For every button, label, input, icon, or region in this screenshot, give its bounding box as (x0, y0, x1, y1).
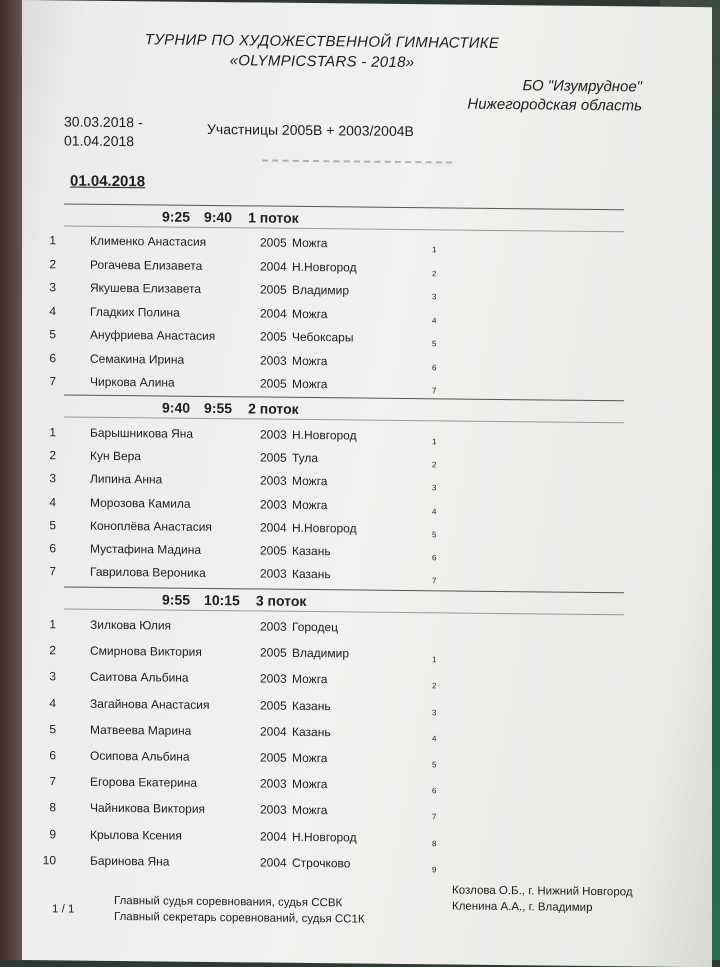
athlete-row (22, 304, 712, 329)
athlete-order-mark: 3 (432, 707, 437, 717)
athlete-city: Можга (292, 376, 328, 392)
athlete-city: Можга (292, 803, 328, 818)
athlete-row (22, 351, 712, 376)
athlete-name: Морозова Камила (90, 495, 191, 511)
athlete-row (22, 696, 712, 721)
athlete-number: 6 (49, 748, 56, 763)
athlete-number: 2 (49, 643, 56, 658)
athlete-birth-year: 2005 (260, 282, 287, 297)
title-line-2: «OLYMPICSTARS - 2018» (229, 52, 415, 72)
athlete-row (22, 425, 712, 450)
athlete-city: Чебоксары (292, 329, 354, 345)
athlete-order-mark: 7 (432, 576, 437, 586)
athlete-birth-year: 2004 (260, 855, 287, 870)
athlete-name: Рогачева Елизавета (90, 257, 203, 273)
athlete-number: 7 (49, 564, 56, 579)
athlete-row (22, 327, 712, 352)
athlete-order-mark: 5 (432, 760, 437, 770)
athlete-city: Казань (292, 698, 331, 713)
chief-judge-name: Козлова О.Б., г. Нижний Новгород (452, 884, 633, 899)
athlete-row (22, 257, 712, 282)
athlete-name: Семакина Ирина (90, 351, 185, 367)
athlete-row (22, 669, 712, 694)
athlete-birth-year: 2003 (260, 619, 287, 634)
athlete-row (22, 564, 712, 589)
athlete-city: Можга (292, 777, 328, 792)
athlete-name: Кун Вера (90, 448, 141, 464)
athlete-order-mark: 7 (432, 386, 437, 396)
athlete-birth-year: 2005 (260, 376, 287, 391)
athlete-city: Можга (292, 672, 328, 687)
athlete-number: 4 (49, 494, 56, 509)
athlete-city: Городец (292, 619, 339, 635)
athlete-order-mark: 6 (432, 553, 437, 563)
organizer-line-2: Нижегородская область (467, 95, 642, 115)
athlete-city: Можга (292, 306, 328, 321)
dates-line-1: 30.03.2018 - (64, 113, 143, 131)
flow-underline (64, 608, 624, 615)
page-number: 1 / 1 (52, 903, 75, 916)
athlete-number: 3 (49, 471, 56, 486)
athlete-row (22, 448, 712, 473)
flow-start-time: 9:25 (162, 208, 191, 225)
athlete-city: Владимир (292, 282, 350, 298)
athlete-birth-year: 2003 (260, 566, 287, 581)
crossed-out-text (262, 160, 452, 167)
athlete-name: Липина Анна (90, 472, 163, 487)
flow-start-time: 9:40 (162, 399, 191, 416)
title-line-1: ТУРНИР ПО ХУДОЖЕСТВЕННОЙ ГИМНАСТИКЕ (144, 31, 500, 52)
paper-sheet (22, 0, 712, 967)
athlete-row (22, 617, 712, 642)
athlete-birth-year: 2005 (260, 235, 287, 250)
athlete-order-mark: 1 (432, 245, 437, 255)
athlete-number: 7 (49, 774, 56, 789)
athlete-name: Осипова Альбина (90, 748, 190, 764)
athlete-birth-year: 2003 (260, 776, 287, 791)
athlete-row (22, 800, 712, 825)
athlete-city: Казань (292, 543, 331, 559)
athlete-row (22, 280, 712, 305)
flow-underline (64, 416, 624, 423)
athlete-number: 1 (49, 617, 56, 632)
athlete-number: 6 (49, 541, 56, 556)
athlete-order-mark: 5 (432, 339, 437, 349)
flow-end-time: 9:40 (204, 208, 233, 226)
athlete-birth-year: 2004 (260, 829, 287, 844)
athlete-birth-year: 2003 (260, 497, 287, 512)
participants-category: Участницы 2005В + 2003/2004В (207, 120, 414, 140)
flow-end-time: 9:55 (204, 399, 233, 417)
athlete-birth-year: 2005 (260, 543, 287, 558)
document (22, 0, 712, 967)
athlete-birth-year: 2005 (260, 750, 287, 765)
athlete-birth-year: 2004 (260, 305, 287, 321)
competition-day: 01.04.2018 (70, 172, 146, 191)
flow-label: 1 поток (248, 209, 299, 226)
athlete-birth-year: 2004 (260, 724, 287, 739)
athlete-number: 3 (49, 280, 56, 295)
athlete-city: Н.Новгород (292, 520, 357, 536)
athlete-name: Клименко Анастасия (90, 233, 207, 249)
athlete-name: Баринова Яна (90, 853, 170, 869)
athlete-row (22, 471, 712, 496)
athlete-number: 4 (49, 695, 56, 710)
dates-line-2: 01.04.2018 (64, 132, 135, 150)
athlete-order-mark: 3 (432, 292, 437, 302)
flow-end-time: 10:15 (204, 591, 240, 609)
athlete-order-mark: 6 (432, 362, 437, 372)
athlete-birth-year: 2005 (260, 645, 287, 660)
athlete-birth-year: 2003 (260, 802, 287, 818)
chief-secretary-name: Кленина А.А., г. Владимир (452, 900, 593, 914)
athlete-order-mark: 7 (432, 812, 437, 822)
athlete-city: Владимир (292, 646, 350, 661)
athlete-row (22, 722, 712, 747)
athlete-name: Смирнова Виктория (90, 643, 202, 660)
athlete-name: Матвеева Марина (90, 722, 192, 738)
flow-header (162, 399, 299, 416)
athlete-order-mark: 1 (432, 655, 437, 665)
athlete-name: Барышникова Яна (90, 425, 194, 441)
athlete-city: Можга (292, 474, 328, 489)
athlete-city: Казань (292, 567, 331, 582)
athlete-name: Гаврилова Вероника (90, 564, 206, 581)
athlete-row (22, 495, 712, 520)
flow-start-time: 9:55 (162, 591, 191, 608)
athlete-number: 7 (49, 374, 56, 389)
athlete-number: 6 (49, 350, 56, 365)
athlete-number: 1 (49, 233, 56, 248)
athlete-number: 3 (49, 669, 56, 684)
athlete-name: Чиркова Алина (90, 374, 175, 390)
athlete-birth-year: 2003 (260, 473, 287, 489)
athlete-row (22, 541, 712, 566)
athlete-row (22, 748, 712, 773)
athlete-order-mark: 6 (432, 786, 437, 796)
athlete-row (22, 774, 712, 799)
athlete-order-mark: 4 (432, 315, 437, 325)
athlete-number: 5 (49, 518, 56, 533)
athlete-name: Якушева Елизавета (90, 280, 202, 296)
athlete-birth-year: 2003 (260, 427, 287, 442)
athlete-city: Можга (292, 353, 328, 368)
athlete-birth-year: 2005 (260, 450, 287, 465)
athlete-order-mark: 3 (432, 483, 437, 493)
athlete-city: Н.Новгород (292, 259, 357, 275)
athlete-number: 10 (42, 853, 56, 868)
athlete-order-mark: 9 (432, 865, 437, 875)
athlete-number: 5 (49, 327, 56, 342)
athlete-birth-year: 2004 (260, 520, 287, 535)
athlete-name: Крылова Ксения (90, 827, 182, 843)
athlete-row (22, 853, 712, 878)
athlete-birth-year: 2005 (260, 329, 287, 344)
athlete-name: Коноплёва Анастасия (90, 518, 212, 534)
athlete-order-mark: 2 (432, 268, 437, 278)
flow-header (162, 591, 306, 609)
competition-dates (64, 112, 143, 151)
athlete-number: 9 (49, 826, 56, 841)
athlete-city: Н.Новгород (292, 427, 357, 443)
athlete-order-mark: 2 (432, 460, 437, 470)
athlete-order-mark: 1 (432, 437, 437, 447)
flow-label: 3 поток (255, 592, 307, 609)
athlete-birth-year: 2004 (260, 258, 287, 274)
athlete-number: 2 (49, 256, 56, 271)
athlete-birth-year: 2003 (260, 671, 287, 687)
athlete-name: Гладких Полина (90, 304, 180, 320)
athlete-order-mark: 4 (432, 506, 437, 516)
athlete-name: Егорова Екатерина (90, 774, 198, 791)
athlete-number: 4 (49, 303, 56, 318)
athlete-name: Саитова Альбина (90, 670, 189, 686)
athlete-city: Можга (292, 750, 328, 766)
athlete-city: Тула (292, 451, 319, 466)
athlete-row (22, 233, 712, 258)
athlete-row (22, 643, 712, 668)
athlete-name: Загайнова Анастасия (90, 696, 210, 712)
athlete-name: Ануфриева Анастасия (90, 327, 216, 344)
athlete-number: 1 (49, 425, 56, 440)
athlete-birth-year: 2005 (260, 698, 287, 713)
athlete-city: Можга (292, 497, 328, 512)
athlete-row (22, 827, 712, 852)
athlete-number: 8 (49, 800, 56, 815)
athlete-name: Зилкова Юлия (90, 617, 172, 633)
athlete-birth-year: 2003 (260, 352, 287, 368)
athlete-number: 2 (49, 448, 56, 463)
athlete-order-mark: 4 (432, 734, 437, 744)
athlete-city: Строчково (292, 855, 351, 871)
athlete-order-mark: 2 (432, 681, 437, 691)
athlete-order-mark: 8 (432, 838, 437, 848)
athlete-order-mark: 5 (432, 530, 437, 540)
athlete-number: 5 (49, 722, 56, 737)
chief-secretary-role: Главный секретарь соревнований, судья СС1К (114, 910, 365, 926)
athlete-row (22, 518, 712, 543)
flow-underline (64, 225, 624, 232)
chief-judge-role: Главный судья соревнования, судья ССВК (114, 894, 343, 910)
flow-divider (64, 203, 624, 210)
athlete-city: Казань (292, 724, 331, 740)
athlete-name: Чайникова Виктория (90, 801, 206, 817)
athlete-name: Мустафина Мадина (90, 541, 202, 557)
organizer-line-1: БО "Изумрудное" (522, 77, 642, 96)
athlete-city: Можга (292, 235, 328, 251)
flow-label: 2 поток (248, 400, 299, 417)
athlete-city: Н.Новгород (292, 829, 357, 845)
flow-header (162, 208, 299, 225)
